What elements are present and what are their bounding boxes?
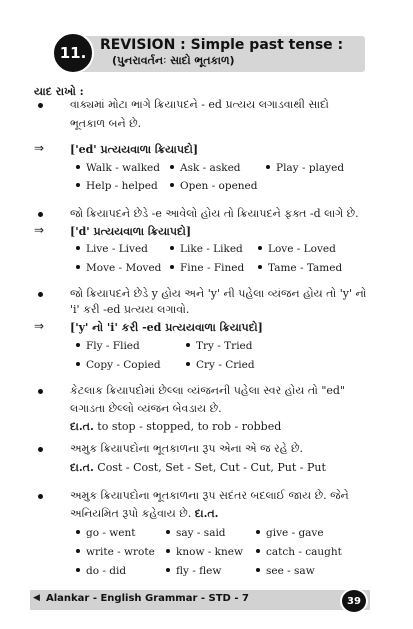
- list-item: Fine - Fined: [170, 262, 244, 274]
- list-item: Live - Lived: [76, 243, 148, 255]
- arrow-right-icon: ◀: [33, 593, 40, 603]
- example-label: દા.ત.: [70, 461, 94, 474]
- page-number: 39: [340, 588, 368, 614]
- footer-text: Alankar - English Grammar - STD - 7: [46, 593, 249, 604]
- list-item: know - knew: [166, 546, 243, 558]
- list-item: Tame - Tamed: [258, 262, 342, 274]
- list-item: go - went: [76, 527, 135, 539]
- rule-2-line-1: જો ક્રિયાપદને છેડે -e આવેલો હોય તો ક્રિયાપદને ફક્ત -d લાગે છે.: [70, 207, 359, 220]
- list-item: Cry - Cried: [186, 359, 255, 371]
- list-item: Help - helped: [76, 180, 158, 192]
- rule-3-line-1: જો ક્રિયાપદને છેડે y હોય અને 'y' ની પહેલા વ્યંજન હોય તો 'y' નો: [70, 287, 367, 300]
- remember-label: યાદ રાખો :: [34, 85, 84, 98]
- rule-6-line-2: અનિયમિત રૂપો કહેવાય છે. દા.ત.: [70, 507, 219, 520]
- list-item: Love - Loved: [258, 243, 336, 255]
- list-item: say - said: [166, 527, 226, 539]
- list-item: catch - caught: [256, 546, 342, 558]
- rule-4-example: [70, 420, 281, 434]
- bullet-icon: [38, 292, 43, 297]
- bullet-icon: [38, 212, 43, 217]
- example-text: Cost - Cost, Set - Set, Cut - Cut, Put - Put: [97, 461, 326, 474]
- rule-1-line-1: વાક્યમાં મોટા ભાગે ક્રિયાપદને - ed પ્રત્યય લગાડવાથી સાદો: [70, 98, 329, 111]
- rule-5-line-1: અમુક ક્રિયાપદોના ભૂતકાળના રૂપ એના એ જ રહે છે.: [70, 442, 304, 455]
- y-verbs-heading: ['y' નો 'i' કરી -ed પ્રત્યયવાળા ક્રિયાપદો]: [70, 321, 263, 334]
- arrow-icon: ⇒: [34, 141, 45, 155]
- list-item: give - gave: [256, 527, 324, 539]
- example-label: દા.ત.: [194, 507, 219, 520]
- list-item: Fly - Flied: [76, 340, 140, 352]
- page-title: REVISION : Simple past tense :: [100, 37, 344, 53]
- bullet-icon: [38, 447, 43, 452]
- page-subtitle: (પુનરાવર્તનઃ સાદો ભૂતકાળ): [112, 54, 235, 67]
- arrow-icon: ⇒: [34, 319, 45, 333]
- rule-4-line-2: લગાડતા છેલ્લો વ્યંજન બેવડાય છે.: [70, 402, 222, 415]
- list-item: Move - Moved: [76, 262, 161, 274]
- list-item: Try - Tried: [186, 340, 253, 352]
- list-item: Open - opened: [170, 180, 257, 192]
- chapter-number-badge: 11.: [52, 32, 94, 74]
- list-item: write - wrote: [76, 546, 155, 558]
- rule-3-line-2: 'i' કરી -ed પ્રત્યય લગાવો.: [70, 303, 190, 316]
- rule-4-line-1: કેટલાક ક્રિયાપદોમાં છેલ્લા વ્યંજનની પહેલા સ્વર હોય તો "ed": [70, 384, 346, 397]
- rule-5-example: [70, 461, 326, 475]
- list-item: fly - flew: [166, 565, 221, 577]
- arrow-icon: ⇒: [34, 223, 45, 237]
- list-item: Play - played: [266, 162, 344, 174]
- list-item: Ask - asked: [170, 162, 241, 174]
- d-verbs-heading: ['d' પ્રત્યયવાળા ક્રિયાપદો]: [70, 225, 192, 238]
- list-item: Like - Liked: [170, 243, 243, 255]
- bullet-icon: [38, 389, 43, 394]
- example-text: to stop - stopped, to rob - robbed: [97, 420, 282, 433]
- list-item: see - saw: [256, 565, 315, 577]
- bullet-icon: [38, 494, 43, 499]
- list-item: do - did: [76, 565, 126, 577]
- list-item: Walk - walked: [76, 162, 160, 174]
- rule-6-line-1: અમુક ક્રિયાપદોના ભૂતકાળના રૂપ સદંતર બદલાઈ જાય છે. જેને: [70, 489, 349, 502]
- bullet-icon: [38, 103, 43, 108]
- ed-verbs-heading: ['ed' પ્રત્યયવાળા ક્રિયાપદો]: [70, 143, 199, 156]
- list-item: Copy - Copied: [76, 359, 161, 371]
- example-label: દા.ત.: [70, 420, 94, 433]
- rule-1-line-2: ભૂતકાળ બને છે.: [70, 117, 142, 130]
